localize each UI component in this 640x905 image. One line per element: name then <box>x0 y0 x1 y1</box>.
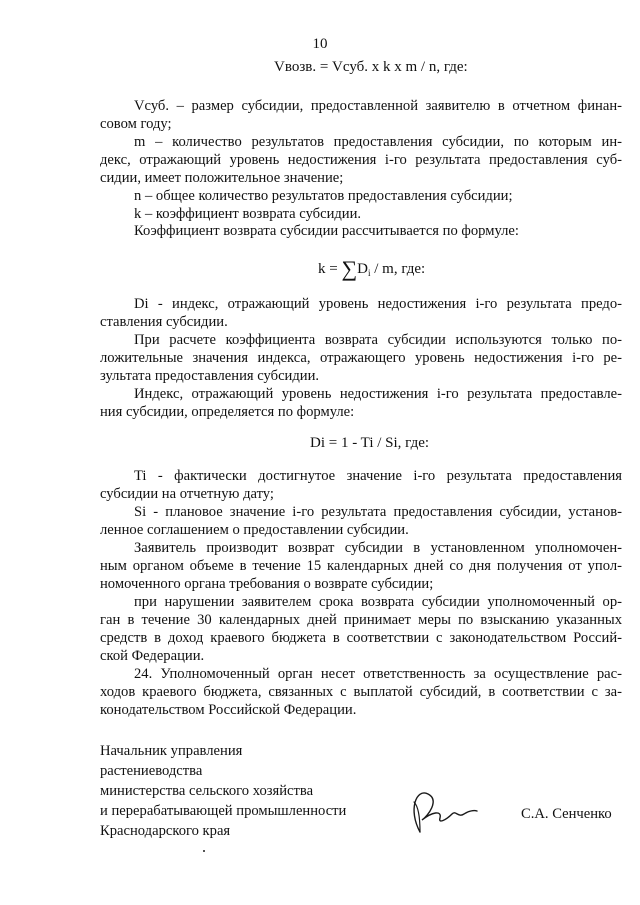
text-line: m – количество результатов предоставления субсидии, по которым ин- <box>134 134 622 150</box>
text-line: зультата предоставления субсидии. <box>100 368 320 384</box>
text-line: декс, отражающий уровень недостижения i-го результата предоставления суб- <box>100 152 622 168</box>
text-line: ставления субсидии. <box>100 314 228 330</box>
text-line: сидии, имеет положительное значение; <box>100 170 344 186</box>
text-line: Заявитель производит возврат субсидии в установленном уполномочен- <box>134 540 622 556</box>
text-line: конодательством Российской Федерации. <box>100 702 357 718</box>
text-line: Коэффициент возврата субсидии рассчитывается по формуле: <box>134 223 519 239</box>
text-line: Di - индекс, отражающий уровень недостижения i-го результата предо- <box>134 296 622 312</box>
text-line: ской Федерации. <box>100 648 205 664</box>
text-line: n – общее количество результатов предоставления субсидии; <box>134 188 513 204</box>
formula-refund-volume: Vвозв. = Vсуб. х k х m / n, где: <box>274 59 468 75</box>
scan-speck <box>203 850 205 852</box>
signer-title-line: и перерабатывающей промышленности <box>100 803 347 819</box>
text-line: ния субсидии, определяется по формуле: <box>100 404 355 420</box>
text-line: При расчете коэффициента возврата субсидии используются только по- <box>134 332 622 348</box>
text-line: номоченного органа требования о возврате субсидии; <box>100 576 434 592</box>
page-number: 10 <box>312 36 328 52</box>
text-line: Индекс, отражающий уровень недостижения i-го результата предоставле- <box>134 386 622 402</box>
text-line: ходов краевого бюджета, связанных с выплатой субсидий, в соответствии с за- <box>100 684 622 700</box>
text-line: средств в доход краевого бюджета в соответствии с законодательством Россий- <box>100 630 622 646</box>
signer-title-line: Краснодарского края <box>100 823 231 839</box>
signer-title-line: Начальник управления <box>100 743 243 759</box>
signer-title-line: министерства сельского хозяйства <box>100 783 314 799</box>
text-line: Ti - фактически достигнутое значение i-го результата предоставления <box>134 468 622 484</box>
formula-index: Di = 1 - Ti / Si, где: <box>310 435 430 451</box>
text-line: Si - плановое значение i-го результата предоставления субсидии, установ- <box>134 504 622 520</box>
handwritten-signature <box>398 780 478 840</box>
text-line: ложительные значения индекса, отражающего уровень недостижения i-го ре- <box>100 350 622 366</box>
text-line: ным органом объеме в течение 15 календарных дней со дня получения от упол- <box>100 558 622 574</box>
text-line: субсидии на отчетную дату; <box>100 486 274 502</box>
formula-coefficient: $k = \sum D_i / m$, где: <box>318 256 426 281</box>
text-line: ган в течение 30 календарных дней принимает меры по взысканию указанных <box>100 612 622 628</box>
signature-block <box>100 741 346 841</box>
text-line: 24. Уполномоченный орган несет ответственность за осуществление рас- <box>134 666 622 682</box>
signer-title-line: растениеводства <box>100 763 203 779</box>
text-line: k – коэффициент возврата субсидии. <box>134 206 362 222</box>
text-line: совом году; <box>100 116 172 132</box>
text-line: при нарушении заявителем срока возврата субсидии уполномоченный ор- <box>134 594 622 610</box>
text-line: Vсуб. – размер субсидии, предоставленной заявителю в отчетном финан- <box>134 98 622 114</box>
signer-name: С.А. Сенченко <box>521 806 612 822</box>
text-line: ленное соглашением о предоставлении субсидии. <box>100 522 409 538</box>
